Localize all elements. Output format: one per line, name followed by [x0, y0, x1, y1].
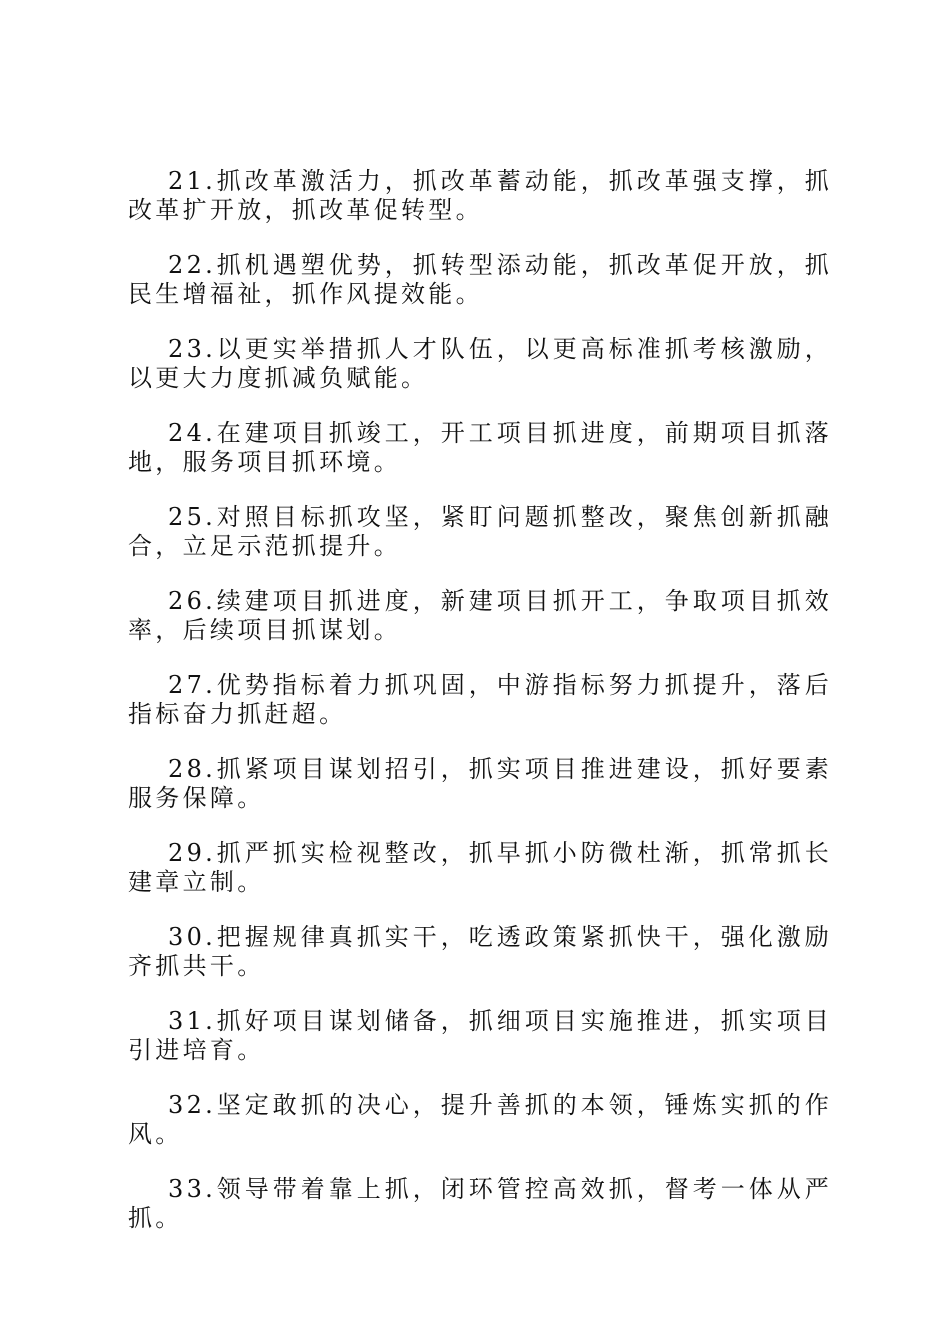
paragraph-21: 21.抓改革激活力，抓改革蓄动能，抓改革强支撑，抓改革扩开放，抓改革促转型。: [128, 167, 832, 224]
paragraph-28: 28.抓紧项目谋划招引，抓实项目推进建设，抓好要素服务保障。: [128, 755, 832, 812]
paragraph-32: 32.坚定敢抓的决心，提升善抓的本领，锤炼实抓的作风。: [128, 1091, 832, 1148]
paragraph-29: 29.抓严抓实检视整改，抓早抓小防微杜渐，抓常抓长建章立制。: [128, 839, 832, 896]
paragraph-24: 24.在建项目抓竣工，开工项目抓进度，前期项目抓落地，服务项目抓环境。: [128, 419, 832, 476]
document-body: [128, 167, 832, 1259]
paragraph-26: 26.续建项目抓进度，新建项目抓开工，争取项目抓效率，后续项目抓谋划。: [128, 587, 832, 644]
paragraph-22: 22.抓机遇塑优势，抓转型添动能，抓改革促开放，抓民生增福祉，抓作风提效能。: [128, 251, 832, 308]
paragraph-23: 23.以更实举措抓人才队伍，以更高标准抓考核激励，以更大力度抓减负赋能。: [128, 335, 832, 392]
paragraph-25: 25.对照目标抓攻坚，紧盯问题抓整改，聚焦创新抓融合，立足示范抓提升。: [128, 503, 832, 560]
paragraph-27: 27.优势指标着力抓巩固，中游指标努力抓提升，落后指标奋力抓赶超。: [128, 671, 832, 728]
paragraph-31: 31.抓好项目谋划储备，抓细项目实施推进，抓实项目引进培育。: [128, 1007, 832, 1064]
paragraph-33: 33.领导带着靠上抓，闭环管控高效抓，督考一体从严抓。: [128, 1175, 832, 1232]
paragraph-30: 30.把握规律真抓实干，吃透政策紧抓快干，强化激励齐抓共干。: [128, 923, 832, 980]
